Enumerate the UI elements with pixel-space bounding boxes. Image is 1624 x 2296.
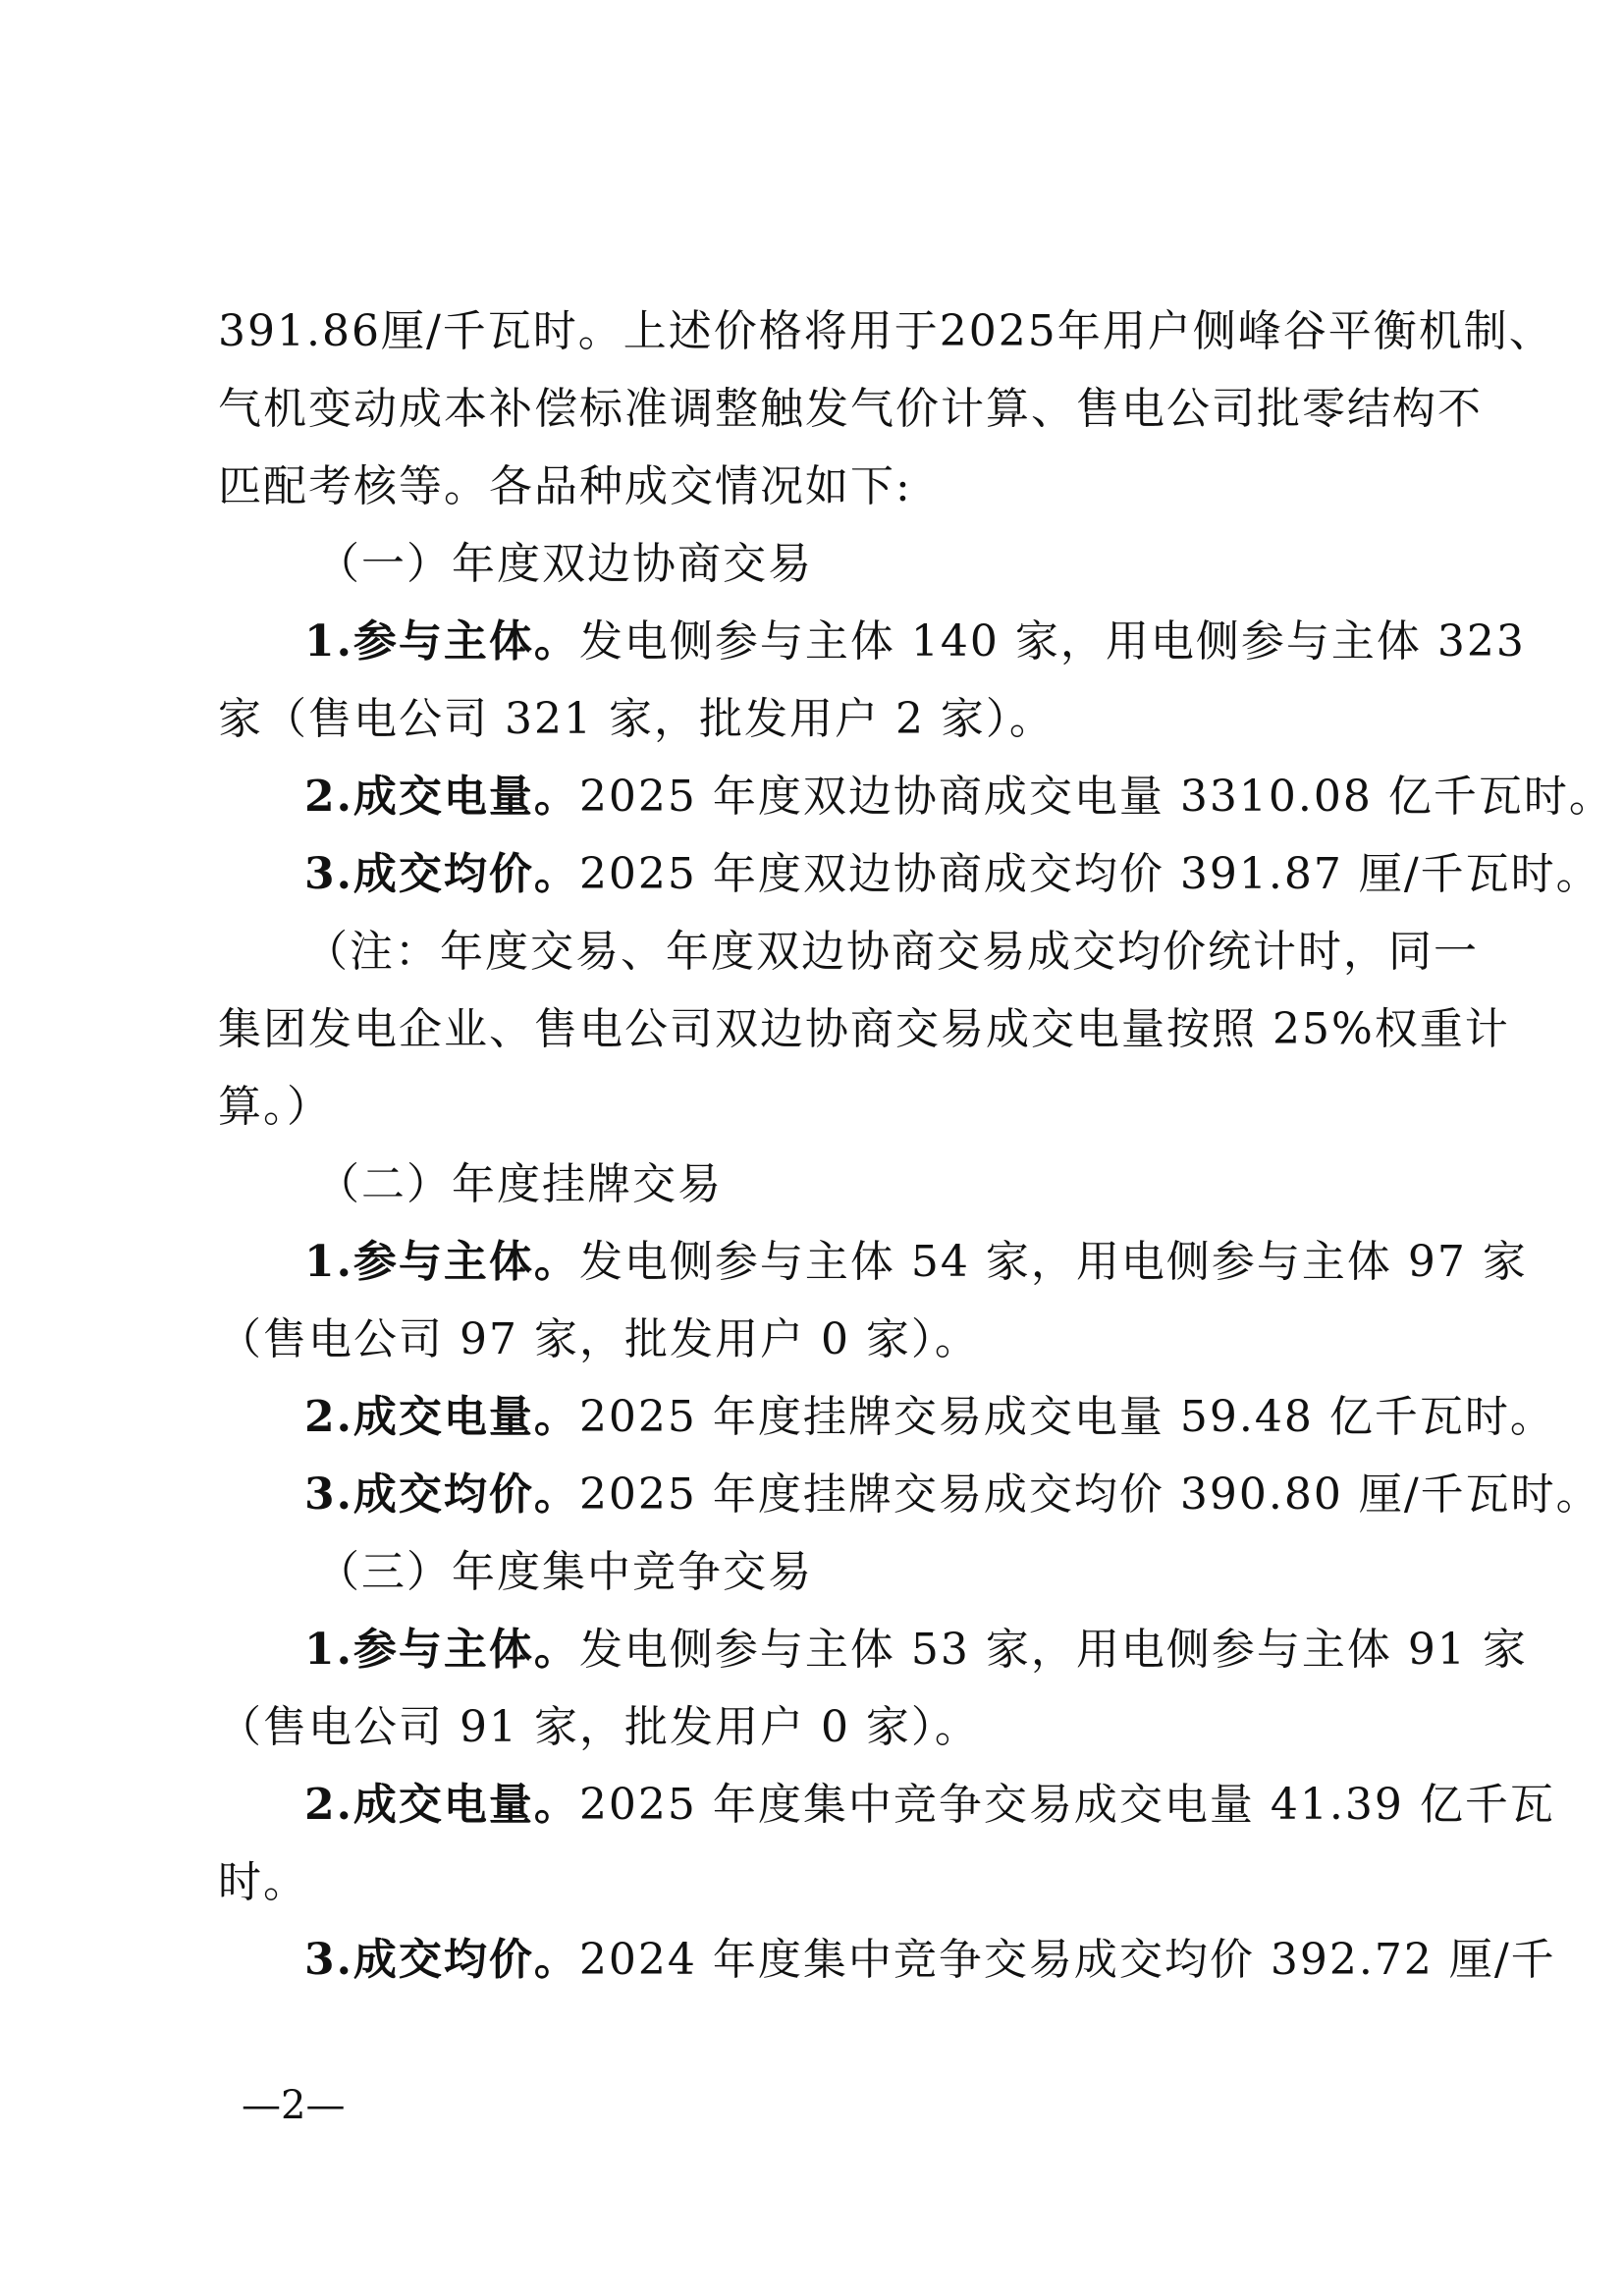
item-label: 3.成交均价。 xyxy=(304,1935,579,1985)
item-participants xyxy=(218,1611,1528,1688)
paragraph-line: 气机变动成本补偿标准调整触发气价计算、售电公司批零结构不 xyxy=(218,384,1483,434)
item-volume xyxy=(218,1378,1555,1456)
item-price xyxy=(218,835,1601,913)
paragraph-line: 时。 xyxy=(218,1857,308,1907)
item-label: 2.成交电量。 xyxy=(304,1392,579,1442)
item-label: 3.成交均价。 xyxy=(304,1469,579,1520)
paragraph-line: 家（售电公司 321 家，批发用户 2 家）。 xyxy=(218,694,1055,744)
item-text: 2024 年度集中竞争交易成交均价 392.72 厘/千 xyxy=(578,1935,1556,1985)
note-line: 集团发电企业、售电公司双边协商交易成交电量按照 25%权重计 xyxy=(218,1004,1510,1054)
section-heading-centralized: （三）年度集中竞争交易 xyxy=(316,1547,813,1597)
note-line: 算。） xyxy=(218,1082,332,1132)
item-price xyxy=(218,1921,1556,1999)
item-label: 2.成交电量。 xyxy=(304,1780,579,1830)
item-participants xyxy=(218,1223,1528,1301)
item-label: 2.成交电量。 xyxy=(304,772,579,822)
section-heading-listing: （二）年度挂牌交易 xyxy=(316,1159,723,1209)
paragraph-line: 391.86厘/千瓦时。上述价格将用于2025年用户侧峰谷平衡机制、 xyxy=(218,306,1554,356)
item-label: 1.参与主体。 xyxy=(304,1625,579,1675)
page-number: —2— xyxy=(242,2083,346,2128)
item-volume xyxy=(218,1766,1555,1843)
section-heading-bilateral: （一）年度双边协商交易 xyxy=(316,539,813,589)
item-label: 1.参与主体。 xyxy=(304,1237,579,1287)
item-text: 2025 年度集中竞争交易成交电量 41.39 亿千瓦 xyxy=(578,1780,1555,1830)
item-text: 发电侧参与主体 140 家，用电侧参与主体 323 xyxy=(578,616,1526,667)
item-text: 2025 年度双边协商成交电量 3310.08 亿千瓦时。 xyxy=(578,772,1614,822)
note-line: （注：年度交易、年度双边协商交易成交均价统计时，同一 xyxy=(304,927,1479,977)
paragraph-line: 匹配考核等。各品种成交情况如下: xyxy=(218,461,912,511)
item-text: 2025 年度双边协商成交均价 391.87 厘/千瓦时。 xyxy=(578,849,1601,899)
item-text: 发电侧参与主体 54 家，用电侧参与主体 97 家 xyxy=(578,1237,1528,1287)
paragraph-line: （售电公司 91 家，批发用户 0 家）。 xyxy=(218,1702,980,1752)
item-label: 3.成交均价。 xyxy=(304,849,579,899)
paragraph-line: （售电公司 97 家，批发用户 0 家）。 xyxy=(218,1314,980,1364)
item-label: 1.参与主体。 xyxy=(304,616,579,667)
item-text: 发电侧参与主体 53 家，用电侧参与主体 91 家 xyxy=(578,1625,1528,1675)
item-volume xyxy=(218,758,1614,835)
item-price xyxy=(218,1456,1601,1533)
item-text: 2025 年度挂牌交易成交电量 59.48 亿千瓦时。 xyxy=(578,1392,1555,1442)
item-text: 2025 年度挂牌交易成交均价 390.80 厘/千瓦时。 xyxy=(578,1469,1601,1520)
document-body xyxy=(218,293,1614,1999)
item-participants xyxy=(218,603,1526,680)
